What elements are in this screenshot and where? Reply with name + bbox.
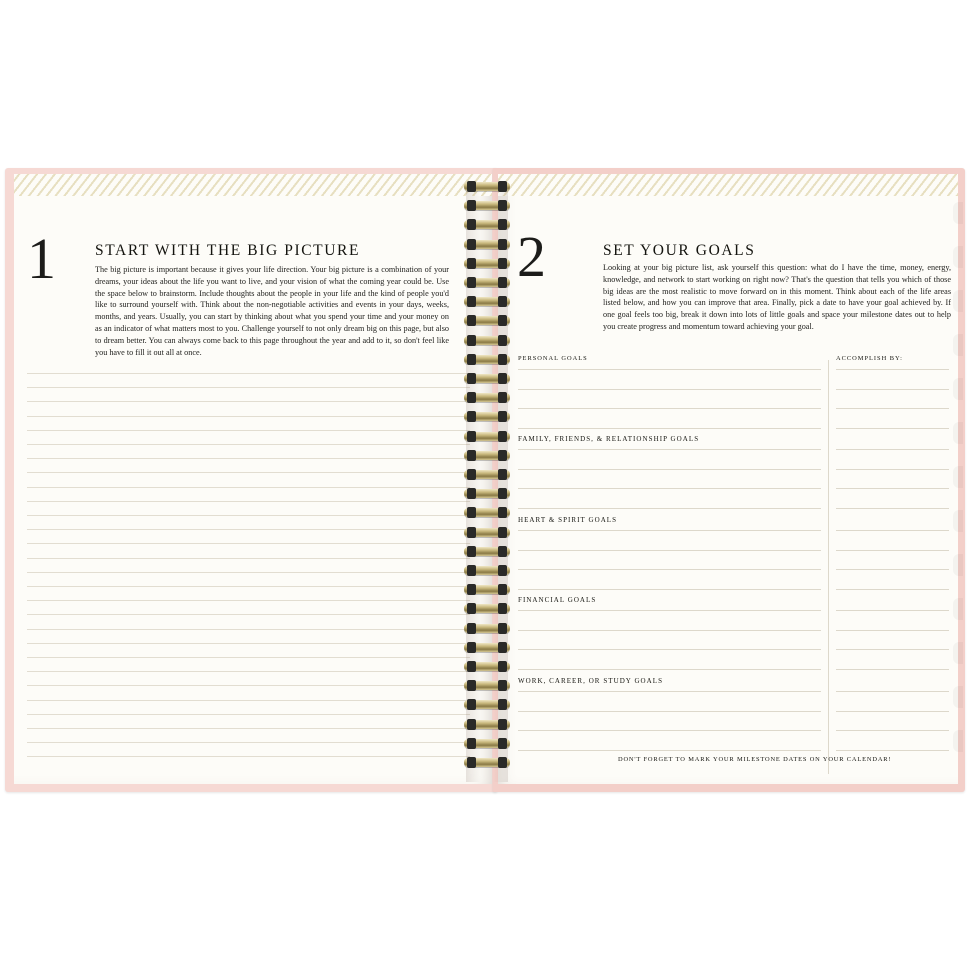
goal-deadline-line[interactable] [836,408,949,409]
page-edge-notch [953,730,963,752]
writing-line[interactable] [27,756,470,757]
writing-line[interactable] [27,472,470,473]
writing-line[interactable] [27,487,470,488]
writing-line[interactable] [27,657,470,658]
spiral-coil [464,624,510,633]
goal-entry-line[interactable] [518,389,821,390]
spiral-coil [464,259,510,268]
writing-line[interactable] [27,515,470,516]
writing-line[interactable] [27,614,470,615]
writing-line[interactable] [27,572,470,573]
spiral-coil [464,470,510,479]
goal-section-label: WORK, CAREER, OR STUDY GOALS [518,677,664,685]
goal-deadline-line[interactable] [836,669,949,670]
spiral-coil [464,604,510,613]
goal-deadline-line[interactable] [836,389,949,390]
left-page-body: The big picture is important because it gives your life direction. Your big picture is a combination of your dreams, your ideas about the life you want to live, and your vision of what the coming year could be. Use the space below to brainstorm. Include thoughts about the people in your life and the kind of people you'd like to surround yourself with. Think about the non-negotiable activities and events in your days, weeks, months, and years. Usually, you can start by thinking about what you spend your time and your money on as an indicator of what matters most to you. Challenge yourself to not only dream big on this page, but also to dream better. You can always come back to this page throughout the year and add to it, so don't feel like you have to fill it out all at once. [95,265,449,357]
writing-line[interactable] [27,586,470,587]
spiral-coil [464,355,510,364]
goal-deadline-line[interactable] [836,569,949,570]
writing-line[interactable] [27,373,470,374]
page-edge-notch [953,642,963,664]
spiral-coil [464,643,510,652]
spiral-coil [464,451,510,460]
step-number-1: 1 [27,226,54,291]
spiral-coil [464,585,510,594]
spiral-coil [464,739,510,748]
spiral-coil [464,432,510,441]
writing-line[interactable] [27,401,470,402]
goal-entry-line[interactable] [518,488,821,489]
goal-deadline-line[interactable] [836,469,949,470]
goal-entry-line[interactable] [518,589,821,590]
goal-deadline-line[interactable] [836,508,949,509]
page-edge-notch [953,246,963,268]
spiral-binding [460,182,514,782]
spiral-coil [464,240,510,249]
page-edge-notch [953,554,963,576]
step-number-2: 2 [517,224,546,289]
writing-line[interactable] [27,529,470,530]
spiral-coil [464,220,510,229]
goal-entry-line[interactable] [518,550,821,551]
writing-line[interactable] [27,600,470,601]
writing-line[interactable] [27,543,470,544]
spiral-coil [464,662,510,671]
goal-entry-line[interactable] [518,649,821,650]
goal-deadline-line[interactable] [836,730,949,731]
spiral-coil [464,720,510,729]
goal-entry-line[interactable] [518,750,821,751]
goal-deadline-line[interactable] [836,428,949,429]
writing-line[interactable] [27,742,470,743]
page-edge-notch [953,686,963,708]
writing-line[interactable] [27,416,470,417]
page-edge-notch [953,334,963,356]
spiral-coil [464,278,510,287]
writing-line[interactable] [27,629,470,630]
goal-entry-line[interactable] [518,408,821,409]
goal-entry-line[interactable] [518,669,821,670]
writing-line[interactable] [27,458,470,459]
goal-deadline-line[interactable] [836,630,949,631]
writing-line[interactable] [27,558,470,559]
spiral-coil [464,393,510,402]
left-page-title: START WITH THE BIG PICTURE [95,242,361,259]
gold-stripe-band-right [498,174,958,196]
goal-entry-line[interactable] [518,711,821,712]
writing-line[interactable] [27,685,470,686]
goals-column-divider [828,360,829,774]
gold-stripe-band-left [14,174,492,196]
page-edge-notch [953,598,963,620]
column-header-accomplish-by: ACCOMPLISH BY: [836,355,903,362]
page-edge-notch [953,422,963,444]
goal-entry-line[interactable] [518,630,821,631]
goal-deadline-line[interactable] [836,610,949,611]
right-page-body: Looking at your big picture list, ask yourself this question: what do I have the time, money, energy, knowledge, and network to start working on right now? That's the question that tells you which of those big ideas are the most realistic to move forward on in this moment. Think about each of the life areas listed below, and how you can improve that area. Finally, pick a date to have your goal achieved by. If one goal feels too big, break it down into lots of little goals and space your milestone dates out to help you create progress and momentum toward achieving your goal. [603,263,951,331]
spiral-coil [464,489,510,498]
milestone-footnote: DON'T FORGET TO MARK YOUR MILESTONE DATES ON YOUR CALENDAR! [618,756,892,763]
goal-deadline-line[interactable] [836,589,949,590]
spiral-coil [464,700,510,709]
goal-deadline-line[interactable] [836,750,949,751]
writing-line[interactable] [27,671,470,672]
goal-entry-line[interactable] [518,730,821,731]
goal-entry-line[interactable] [518,691,821,692]
goal-entry-line[interactable] [518,449,821,450]
goal-deadline-line[interactable] [836,369,949,370]
goal-entry-line[interactable] [518,530,821,531]
goal-deadline-line[interactable] [836,488,949,489]
writing-line[interactable] [27,430,470,431]
goal-entry-line[interactable] [518,569,821,570]
column-header-goals: PERSONAL GOALS [518,355,588,362]
spiral-coil [464,374,510,383]
writing-line[interactable] [27,501,470,502]
goal-deadline-line[interactable] [836,530,949,531]
spiral-coil [464,681,510,690]
spine-shadow [466,182,508,782]
writing-line[interactable] [27,700,470,701]
goal-deadline-line[interactable] [836,649,949,650]
spiral-coil [464,201,510,210]
writing-line[interactable] [27,728,470,729]
page-edge-notch [953,202,963,224]
goal-section-label: FAMILY, FRIENDS, & RELATIONSHIP GOALS [518,435,700,443]
page-edge-notch [953,290,963,312]
writing-line[interactable] [27,444,470,445]
writing-line[interactable] [27,714,470,715]
goal-entry-line[interactable] [518,369,821,370]
spiral-coil [464,316,510,325]
spiral-coil [464,528,510,537]
goal-section-label: HEART & SPIRIT GOALS [518,516,618,524]
page-edge-notches [951,202,963,762]
right-page-title: SET YOUR GOALS [603,242,756,259]
goal-entry-line[interactable] [518,610,821,611]
spiral-coil [464,297,510,306]
open-planner-book [5,168,965,798]
goal-deadline-line[interactable] [836,449,949,450]
spiral-coil [464,758,510,767]
goal-section-label: FINANCIAL GOALS [518,596,597,604]
goal-entry-line[interactable] [518,469,821,470]
spiral-coil [464,336,510,345]
writing-line[interactable] [27,643,470,644]
spiral-coil [464,412,510,421]
spiral-coil [464,182,510,191]
spiral-coil [464,547,510,556]
writing-line[interactable] [27,387,470,388]
goal-deadline-line[interactable] [836,691,949,692]
page-edge-notch [953,466,963,488]
goal-entry-line[interactable] [518,428,821,429]
page-edge-notch [953,378,963,400]
spiral-coil [464,508,510,517]
goal-deadline-line[interactable] [836,550,949,551]
goal-entry-line[interactable] [518,508,821,509]
goal-deadline-line[interactable] [836,711,949,712]
spiral-coil [464,566,510,575]
page-edge-notch [953,510,963,532]
